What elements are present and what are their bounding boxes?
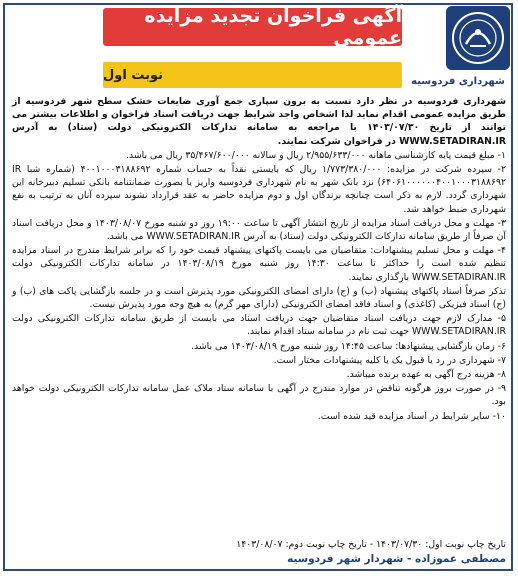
clause-10: ۱۰- سایر شرایط در اسناد مزایده قید شده است. [317,410,506,422]
footer [12,538,506,566]
clause-1: ۱- مبلغ قیمت پایه کارشناسی ماهانه ۲/۹۵۵/۶۳۳/۰۰۰ ریال و سالانه ۳۵/۴۶۷/۶۰۰/۰۰۰ ریال می باشد. [126,149,506,161]
intro-paragraph: شهرداری فردوسیه در نظر دارد نسبت به برون سپاری جمع آوری ضایعات خشک سطح شهر فردوسیه از طریق مزایده عمومی اقدام نماید لذا اشخاص واجد شرایط جهت دریافت اسناد فراخوان و اطلاعات بیشتر می توانند از تاریخ ۱۴۰۳/۰۷/۳۰ با مراجعه به سامانه تدارکات الکترونیکی دولت (ستاد) به آدرس WWW.SETADIRAN.IR در فراخوان شرکت نمایند. [12,96,506,147]
clause-9: ۹- در صورت بروز هرگونه تناقض در موارد مندرج در آگهی با سامانه ستاد ملاک عمل سامانه تدارکات الکترونیکی دولت خواهد بود. [12,383,506,408]
clause-6: ۶- زمان بازگشایی پیشنهادها: ساعت ۱۴:۴۵ روز شنبه مورخ ۱۴۰۳/۰۸/۱۹ می باشد. [191,340,506,352]
clause-note: تذکر صرفاً اسناد پاکتهای پیشنهاد (ب) و (ج) دارای امضای الکترونیکی مورد پذیرش است و در جلسه بازگشایی پاکت های (ب) و (ج) اسناد فیزیکی (کاغذی) و اسناد فاقد امضای الکترونیکی (دارای مهر گرم) به هیچ وجه مورد پذیرش نیست. [12,285,506,311]
logo-emblem-icon [450,10,506,66]
clause-7: ۷- شهرداری در رد یا قبول یک یا کلیه پیشنهادات مختار است. [273,354,506,366]
clause-3: ۳- مهلت و محل دریافت اسناد مزایده از تاریخ انتشار آگهی تا ساعت ۱۹:۰۰ روز دو شنبه مورخ ۱۴۰۳/۰۸/۰۷ و محل دریافت اسناد آن صرفاً از طریق سامانه تدارکات الکترونیکی دولت (ستاد) به آدرس WWW.SETADIRAN.IR می باشد. [12,217,506,243]
header [8,6,510,90]
round-label: نوبت اول [103,62,402,88]
signature: مصطفی عموزاده - شهردار شهر فردوسیه [287,553,506,565]
clause-4: ۴- مهلت و محل تسلیم پیشنهادات: متقاضیان می بایست پاکتهای پیشنهاد قیمت خود را که برابر شرایط مندرج در اسناد مزایده تنظیم شده است را حداکثر تا ساعت ۱۴:۳۰ روز شنبه مورخ ۱۴۰۳/۰۸/۱۹ در سامانه تدارکات الکترونیکی دولت WWW.SETADIRAN.IR بارگذاری نمایند. [12,245,506,283]
clause-5: ۵- مدارک لازم جهت دریافت اسناد متقاضیان جهت دریافت اسناد می بایست از طریق سامانه تدارکات الکترونیکی دولت WWW.SETADIRAN.IR جهت ثبت نام در سامانه ستاد اقدام نمایند. [12,313,506,338]
clause-8: ۸- هزینه درج آگهی به عهده برنده میباشد. [346,369,506,381]
print-dates: تاریخ چاپ نوبت اول: ۱۴۰۳/۰۷/۳۰ - تاریخ چاپ نوبت دوم: ۱۴۰۳/۰۸/۰۷ [236,539,506,550]
municipality-logo [446,6,510,70]
org-name: شهرداری فردوسیه [411,76,505,87]
clause-2: ۲- سپرده شرکت در مزایده: ۱/۷۷۳/۳۸۰/۰۰۰ ریال که بایستی نقداً به حساب شماره ۴۰۰۱۰۰۰۳۱۸۸۶۹۲ (شماره شبا IR ۶۴۰۶۱۰۰۰۰۰۰۴۰۰۱۰۰۰۳۱۸۸۶۹۲) نزد بانک شهر به نام شهرداری فردوسیه واریز یا بصورت ضمانتنامه بانکی تسلیم دبیرخانه این شهرداری گردد. لازم به ذکر است چنانچه برندگان اول و دوم مزایده حاضر به عقد قرارداد نشوند سپرده آنان به ترتیب به نفع شهرداری ضبط خواهد شد. [12,164,506,215]
announcement-body [12,95,506,423]
page-title: آگهی فراخوان تجدید مزایده عمومی [103,8,402,46]
